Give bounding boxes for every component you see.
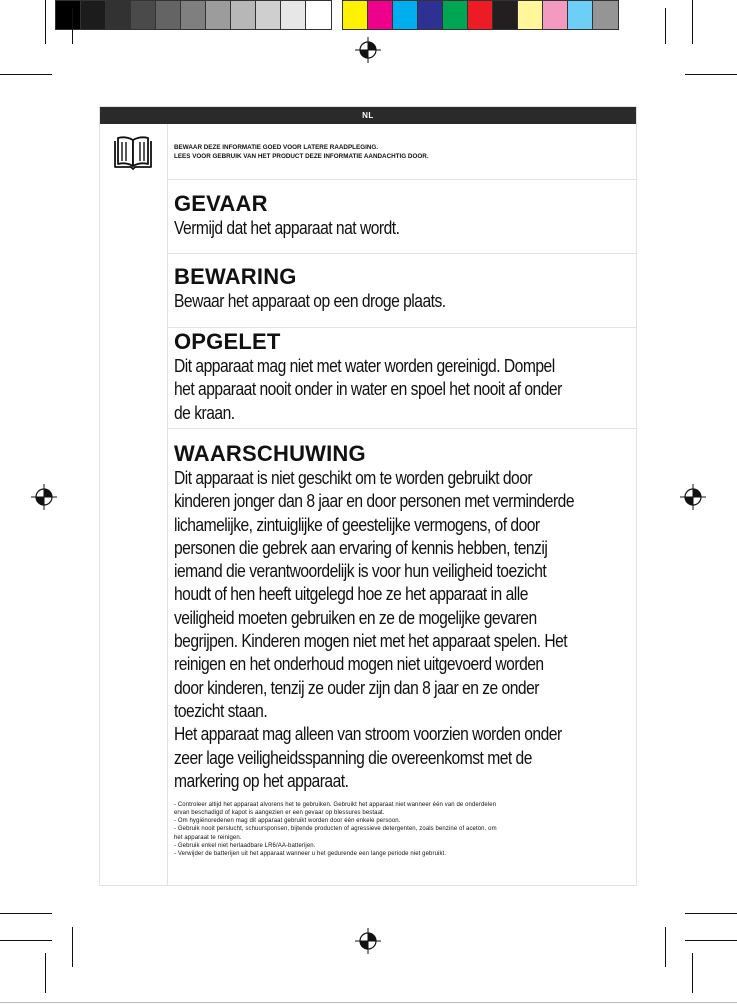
intro-line: LEES VOOR GEBRUIK VAN HET PRODUCT DEZE INFORMATIE AANDACHTIG DOOR. (174, 152, 429, 160)
gray-swatch (231, 1, 256, 29)
note-line: - Gebruik nooit perslucht, schuursponsen, bijtende producten of agressieve detergenten, zoals benzine of aceton, om (174, 826, 497, 833)
body-line: het apparaat nooit onder in water en spoel het nooit af onder (174, 378, 562, 400)
body-line: lichamelijke, zintuiglijke of geestelijke vermogens, of door (174, 513, 540, 535)
registration-mark-left (31, 484, 57, 510)
section-bewaring (168, 254, 636, 328)
note-line: ervan beschadigd of kapot is aangezien er een gevaar op blessures bestaat. (174, 810, 385, 817)
body-line: Bewaar het apparaat op een droge plaats. (174, 290, 446, 311)
registration-mark-top (355, 37, 381, 63)
crop-mark-br-h2 (685, 940, 737, 941)
body-line: begrijpen. Kinderen mogen niet met het apparaat spelen. Het (174, 630, 568, 652)
section-waarschuwing (168, 429, 636, 858)
crop-mark-tr-h (685, 74, 737, 75)
instruction-page (99, 106, 637, 886)
color-swatch (568, 1, 593, 29)
body-line: zeer lage veiligheidsspanning die overeenkomst met de (174, 746, 532, 768)
crop-mark-bl-v2 (45, 953, 46, 993)
bottom-edge-line (0, 1002, 737, 1003)
gray-swatch (81, 1, 106, 29)
content-column (168, 124, 636, 885)
registration-mark-bottom (355, 928, 381, 954)
body-line: personen die gebrek aan ervaring of kennis hebben, tenzij (174, 536, 548, 558)
body-line: de kraan. (174, 401, 235, 423)
color-swatch (368, 1, 393, 29)
body-line: toezicht staan. (174, 699, 268, 721)
gray-swatch (156, 1, 181, 29)
crop-mark-br-v (665, 927, 666, 967)
section-body (174, 216, 630, 239)
gray-swatch (181, 1, 206, 29)
color-calibration-bar (55, 0, 619, 30)
crop-mark-bl-h2 (0, 940, 52, 941)
body-line: Vermijd dat het apparaat nat wordt. (174, 217, 400, 238)
section-body (174, 466, 630, 792)
crop-mark-tr-v (665, 8, 666, 44)
color-swatch (393, 1, 418, 29)
crop-mark-bl-v (72, 927, 73, 967)
language-header (100, 107, 636, 124)
gray-swatch (306, 1, 331, 29)
gray-swatch (206, 1, 231, 29)
color-swatch (343, 1, 368, 29)
icon-column (100, 124, 168, 885)
gray-swatch (256, 1, 281, 29)
section-body (174, 354, 630, 424)
grayscale-swatches (55, 0, 332, 30)
body-line: Het apparaat mag alleen van stroom voorzien worden onder (174, 723, 562, 745)
crop-mark-tl-v2 (72, 8, 73, 44)
crop-mark-br-h (685, 913, 737, 914)
manual-book-icon (112, 136, 154, 170)
body-line: veiligheid moeten gebruiken en ze de mogelijke gevaren (174, 606, 537, 628)
safety-notes (174, 801, 630, 858)
body-line: iemand die verantwoordelijk is voor hun veiligheid toezicht (174, 560, 547, 582)
crop-mark-bl-h (0, 913, 52, 914)
body-line: Dit apparaat mag niet met water worden gereinigd. Dompel (174, 355, 555, 376)
body-line: reinigen en het onderhoud mogen niet uitgevoerd worden (174, 653, 544, 675)
gray-swatch (106, 1, 131, 29)
body-line: door kinderen, tenzij ze ouder zijn dan 8 jaar en ze onder (174, 676, 539, 698)
body-line: markering op het apparaat. (174, 769, 349, 791)
note-line: - Om hygiënoredenen mag dit apparaat gebruikt worden door één enkele persoon. (174, 818, 401, 825)
note-line: het apparaat te reinigen. (174, 834, 242, 841)
section-heading: WAARSCHUWING (174, 441, 366, 466)
gray-swatch (56, 1, 81, 29)
crop-mark-br-v2 (692, 953, 693, 993)
color-swatch (593, 1, 618, 29)
registration-mark-right (680, 484, 706, 510)
crop-mark-tl-v (45, 0, 46, 44)
color-swatch (468, 1, 493, 29)
intro-notice (168, 124, 636, 180)
section-gevaar (168, 180, 636, 254)
gray-swatch (131, 1, 156, 29)
color-swatch (493, 1, 518, 29)
note-line: - Controleer altijd het apparaat alvorens het te gebruiken. Gebruikt het apparaat niet wanneer één van de onderdelen (174, 802, 497, 809)
gray-swatch (281, 1, 306, 29)
note-line: - Verwijder de batterijen uit het apparaat wanneer u het gedurende een lange periode niet gebruikt. (174, 850, 447, 857)
color-swatch (418, 1, 443, 29)
color-swatch (443, 1, 468, 29)
section-heading: GEVAAR (174, 191, 268, 216)
color-swatch (518, 1, 543, 29)
section-body (174, 289, 630, 312)
note-line: - Gebruik enkel niet herlaadbare LR6/AA-batterijen. (174, 842, 316, 849)
body-line: Dit apparaat is niet geschikt om te worden gebruikt door (174, 467, 533, 488)
body-line: kinderen jonger dan 8 jaar en door personen met verminderde (174, 490, 575, 512)
crop-mark-tl-h (0, 74, 52, 75)
color-swatch (543, 1, 568, 29)
crop-mark-tr-v2 (692, 0, 693, 44)
section-opgelet (168, 328, 636, 429)
intro-line: BEWAAR DEZE INFORMATIE GOED VOOR LATERE RAADPLEGING. (174, 144, 379, 151)
color-swatches (342, 0, 619, 30)
section-heading: OPGELET (174, 329, 281, 354)
language-code: NL (362, 111, 374, 120)
section-heading: BEWARING (174, 264, 297, 289)
body-line: houdt of hen heeft uitgelegd hoe ze het apparaat in alle (174, 583, 528, 605)
